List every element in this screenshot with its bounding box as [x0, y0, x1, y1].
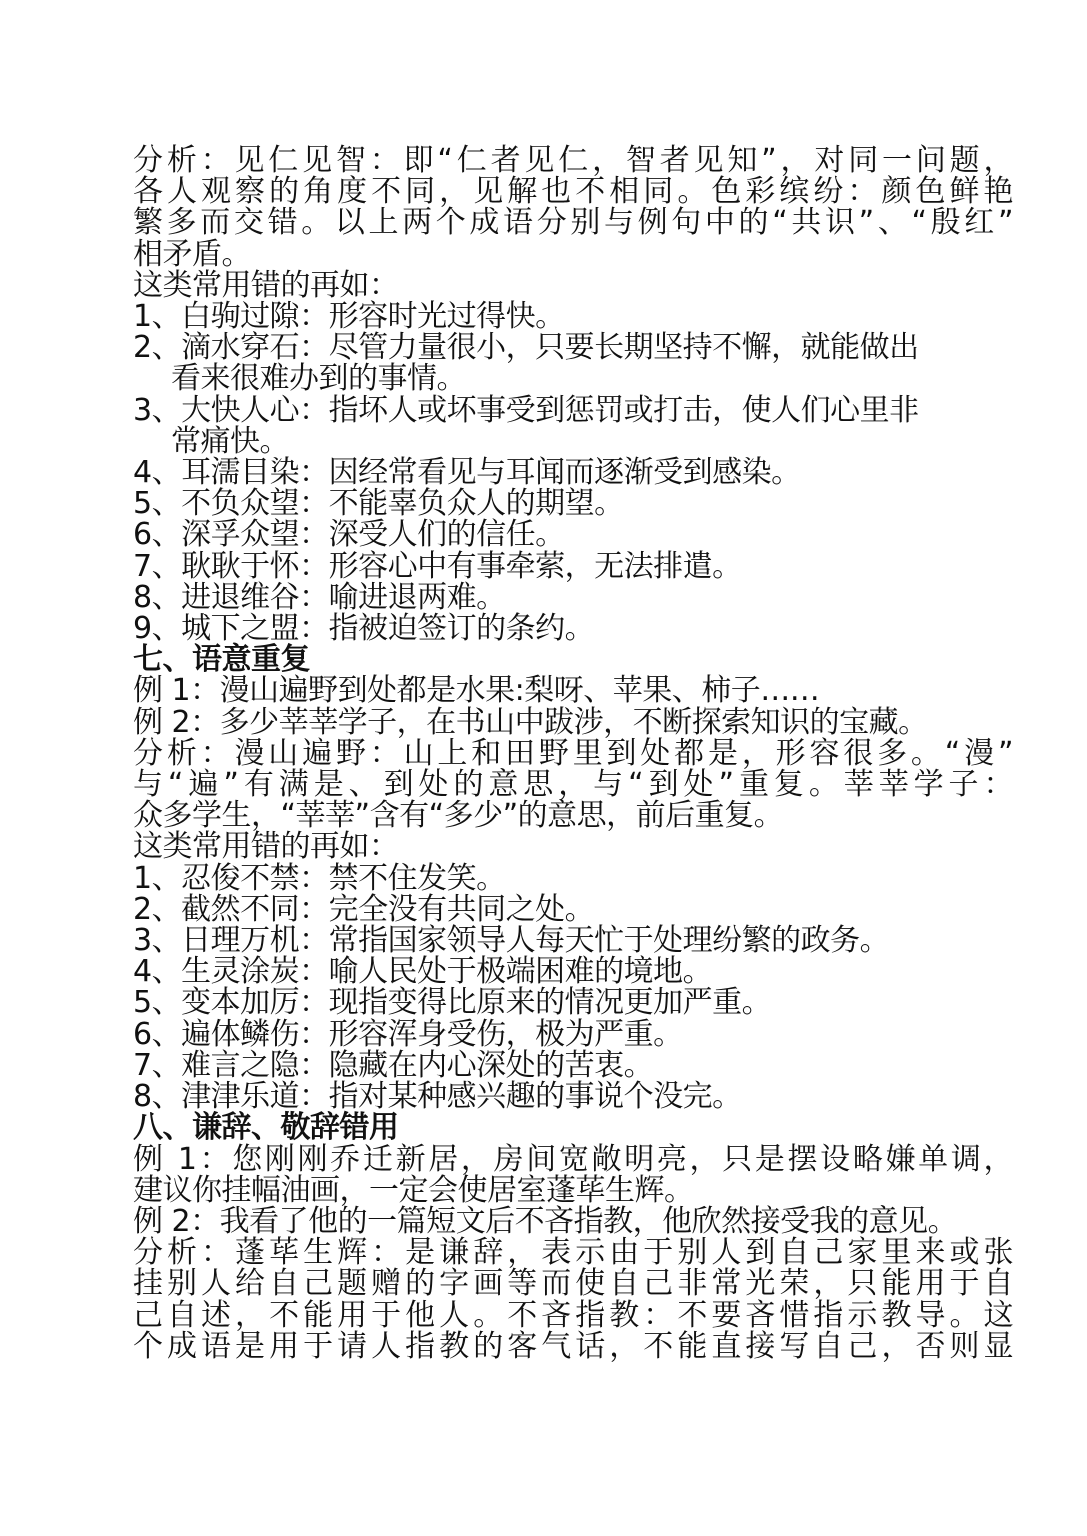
- list-item: 1、白驹过隙：形容时光过得快。: [133, 299, 565, 335]
- list-item-continuation: 看来很难办到的事情。: [171, 361, 466, 397]
- list-item: 2、滴水穿石：尽管力量很小，只要长期坚持不懈，就能做出: [133, 330, 919, 366]
- paragraph-line: 与“遍”有满是、到处的意思，与“到处”重复。莘莘学子：: [133, 767, 1013, 803]
- list-item: 3、日理万机：常指国家领导人每天忙于处理纷繁的政务。: [133, 923, 890, 959]
- section-heading: 八、谦辞、敬辞错用: [133, 1110, 399, 1146]
- document-page: [133, 145, 1013, 1362]
- paragraph-line: 己自述，不能用于他人。不吝指教：不要吝惜指示教导。这: [133, 1297, 1013, 1333]
- paragraph-line: 分析：蓬荜生辉：是谦辞，表示由于别人到自己家里来或张: [133, 1235, 1013, 1271]
- paragraph-line: 分析：见仁见智：即“仁者见仁，智者见知”，对同一问题，: [133, 143, 1013, 178]
- list-item: 8、进退维谷：喻进退两难。: [133, 579, 506, 615]
- paragraph-line: 繁多而交错。以上两个成语分别与例句中的“共识”、“殷红”: [133, 205, 1013, 241]
- list-item: 9、城下之盟：指被迫签订的条约。: [133, 611, 595, 647]
- paragraph-line: 个成语是用于请人指教的客气话，不能直接写自己，否则显: [133, 1328, 1013, 1364]
- text-line: 例 2：我看了他的一篇短文后不吝指教，他欣然接受我的意见。: [133, 1203, 958, 1239]
- paragraph-line: 各人观察的角度不同，见解也不相同。色彩缤纷：颜色鲜艳: [133, 174, 1013, 210]
- text-line: 例 2：多少莘莘学子，在书山中跋涉，不断探索知识的宝藏。: [133, 704, 928, 740]
- text-line: 建议你挂幅油画，一定会使居室蓬荜生辉。: [133, 1172, 694, 1208]
- list-item-continuation: 常痛快。: [171, 423, 289, 459]
- list-item: 7、耿耿于怀：形容心中有事牵萦，无法排遣。: [133, 548, 742, 584]
- list-item: 2、截然不同：完全没有共同之处。: [133, 891, 595, 927]
- paragraph-line: 挂别人给自己题赠的字画等而使自己非常光荣，只能用于自: [133, 1266, 1013, 1302]
- text-line: 这类常用错的再如：: [133, 267, 399, 303]
- list-item: 6、深孚众望：深受人们的信任。: [133, 517, 565, 553]
- list-item: 5、不负众望：不能辜负众人的期望。: [133, 486, 624, 522]
- list-item: 3、大快人心：指坏人或坏事受到惩罚或打击，使人们心里非: [133, 392, 919, 428]
- list-item: 6、遍体鳞伤：形容浑身受伤，极为严重。: [133, 1016, 683, 1052]
- list-item: 7、难言之隐：隐藏在内心深处的苦衷。: [133, 1047, 654, 1083]
- paragraph-line: 例 1：您刚刚乔迁新居，房间宽敞明亮，只是摆设略嫌单调，: [133, 1141, 1013, 1177]
- text-line: 众多学生，“莘莘”含有“多少”的意思，前后重复。: [133, 798, 784, 834]
- text-line: 这类常用错的再如：: [133, 829, 399, 865]
- text-line: 相矛盾。: [133, 236, 251, 272]
- list-item: 4、生灵涂炭：喻人民处于极端困难的境地。: [133, 954, 713, 990]
- section-heading: 七、语意重复: [133, 642, 310, 678]
- paragraph-line: 分析：漫山遍野：山上和田野里到处都是，形容很多。“漫”: [133, 735, 1013, 771]
- list-item: 8、津津乐道：指对某种感兴趣的事说个没完。: [133, 1079, 742, 1115]
- text-line: 例 1：漫山遍野到处都是水果:梨呀、苹果、柿子……: [133, 673, 820, 709]
- list-item: 4、耳濡目染：因经常看见与耳闻而逐渐受到感染。: [133, 455, 801, 491]
- list-item: 1、忍俊不禁：禁不住发笑。: [133, 860, 506, 896]
- list-item: 5、变本加厉：现指变得比原来的情况更加严重。: [133, 985, 772, 1021]
